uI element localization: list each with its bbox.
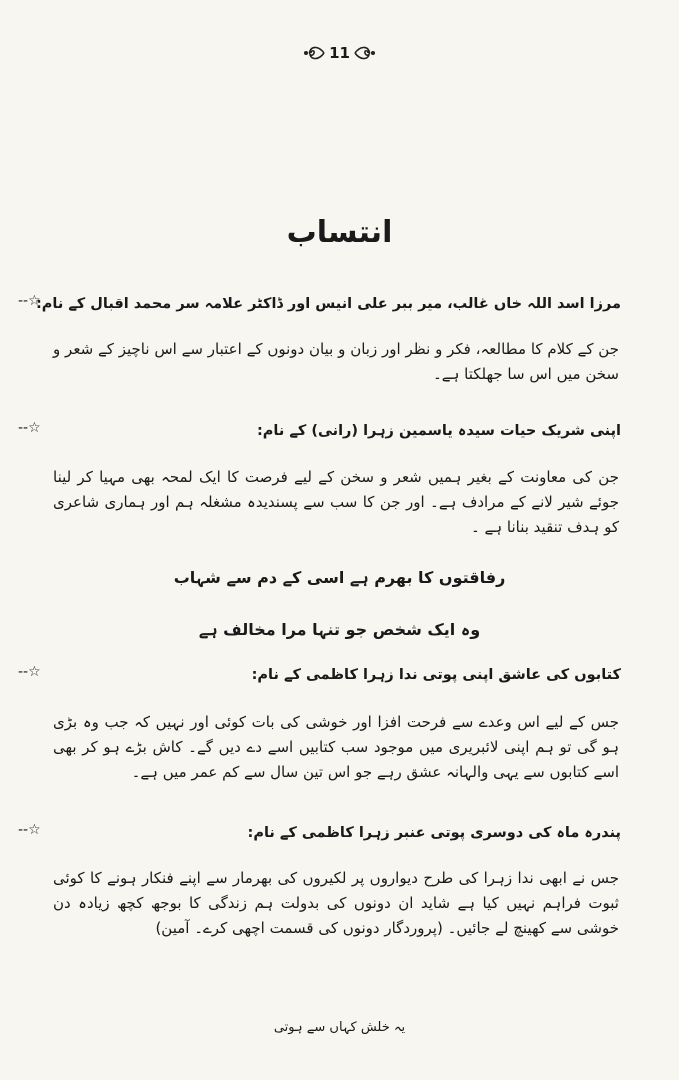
dedication-body-3: جس کے لیے اس وعدے سے فرحت افزا اور خوشی کی بات کوئی اور نہیں کہ جب وہ بڑی ہو گی تو ہم اپنی لائبریری میں موجود سب کتابیں اسے دے دیں گے۔ کاش بڑے ہو کر بھی اسے کتابوں سے یہی والہانہ عشق رہے جو اس تین سال سے کم عمر میں ہے۔ xyxy=(53,713,619,781)
running-footer: یہ خلش کہاں سے ہوتی xyxy=(273,1020,406,1035)
star-marker-2: --☆ xyxy=(18,420,41,436)
dedication-heading-text: مرزا اسد اللہ خاں غالب، میر ببر علی انیس اور ڈاکٹر علامہ سر محمد اقبال کے نام: xyxy=(35,296,621,312)
dedication-body-2: جن کی معاونت کے بغیر ہمیں شعر و سخن کے لیے فرصت کا ایک لمحہ بھی مہیا کر لینا جوئے شیر لانے کے مرادف ہے۔ اور جن کا سب سے پسندیدہ مشغلہ ہم اور ہماری شاعری کو ہدف تنقید بنانا ہے ۔ xyxy=(53,468,619,536)
page-number-ornament xyxy=(303,44,376,62)
star-marker-3: --☆ xyxy=(18,664,41,680)
couplet-line-2: وہ ایک شخص جو تنہا مرا مخالف ہے xyxy=(198,620,481,639)
left-scroll-ornament-icon xyxy=(303,44,325,62)
page-number: 11 xyxy=(329,44,350,62)
dedication-heading-text: پندرہ ماہ کی دوسری پوتی عنبر زہرا کاظمی کے نام: xyxy=(247,825,621,841)
page-title: انتساب xyxy=(286,215,393,250)
dedication-heading-1 xyxy=(36,293,621,312)
dedication-heading-2 xyxy=(257,420,621,439)
right-scroll-ornament-icon xyxy=(354,44,376,62)
couplet-line-1: رفاقتوں کا بھرم ہے اسی کے دم سے شہاب xyxy=(173,568,506,587)
dedication-body-1: جن کے کلام کا مطالعہ، فکر و نظر اور زبان و بیان دونوں کے اعتبار سے اس ناچیز کے شعر و سخن میں اس سا جھلکتا ہے۔ xyxy=(53,340,619,383)
page-header xyxy=(0,44,679,66)
dedication-body-4: جس نے ابھی ندا زہرا کی طرح دیواروں پر لکیروں کی بھرمار سے اپنے فنکار ہونے کا کوئی ثبوت فراہم نہیں کیا ہے شاید ان دونوں کی بدولت ہم زندگی کا بوجھ کچھ زیادہ دن خوشی سے کھینچ لے جائیں۔ (پروردگار دونوں کی قسمت اچھی کرے۔ آمین) xyxy=(53,869,619,937)
dedication-heading-3 xyxy=(252,664,621,683)
dedication-heading-text: اپنی شریک حیات سیدہ یاسمین زہرا (رانی) کے نام: xyxy=(257,423,621,439)
star-marker-4: --☆ xyxy=(18,822,41,838)
dedication-heading-4 xyxy=(248,822,621,841)
star-marker-1: --☆ xyxy=(18,293,41,309)
dedication-heading-text: کتابوں کی عاشق اپنی پوتی ندا زہرا کاظمی کے نام: xyxy=(251,667,621,683)
